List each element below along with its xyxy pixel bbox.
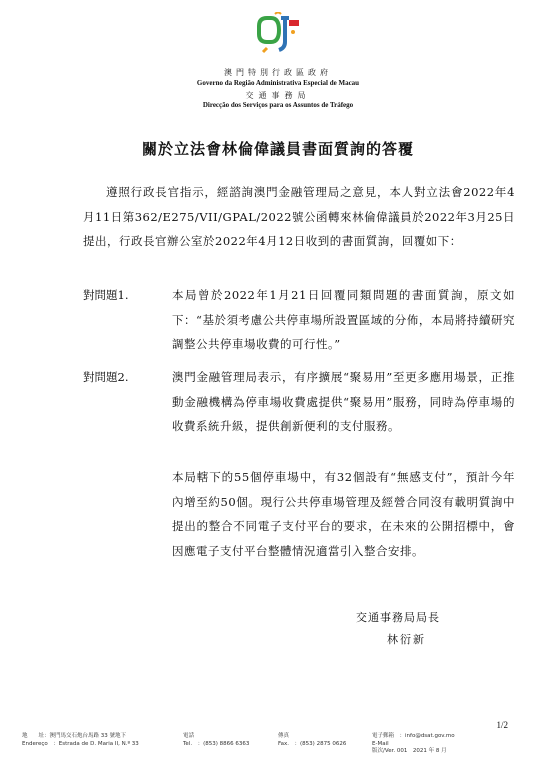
department-name-cn: 交通事務局 — [245, 91, 311, 100]
footer-email-label: E-Mail — [372, 740, 389, 747]
footer-tel-number: Tel. ：(853) 8866 6363 — [183, 740, 250, 747]
department-name-pt: Direcção dos Serviços para os Assuntos de Tráfego — [202, 101, 354, 109]
page-footer — [0, 729, 556, 759]
agency-name-pt: Governo da Região Administrativa Especial de Macau — [196, 79, 360, 87]
footer-email-address: 電子郵箱 ：info@dsat.gov.mo — [372, 733, 455, 739]
footer-address — [22, 733, 139, 748]
signature-name: 林衍新 — [387, 633, 426, 646]
footer-email — [372, 733, 455, 748]
document-title: 關於立法會林倫偉議員書面質詢的答覆 — [141, 140, 414, 158]
footer-fax-label: 傳真 — [278, 733, 290, 739]
footer-tel-label: 電話 — [183, 733, 195, 739]
answer-2-paragraph-1: 澳門金融管理局表示，有序擴展“聚易用”至更多應用場景，正推動金融機構為停車場收費處提供“聚易用”服務，同時為停車場的收費系統升級，提供創新便利的支付服務。 — [172, 370, 515, 433]
answer-2-paragraph-2: 本局轄下的55個停車場中，有32個設有“無感支付”，預計今年內增至約50個。現行公共停車場管理及經營合同沒有載明質詢中提出的整合不同電子支付平台的要求，在未來的公開招標中，會因應電子支付平台整體情況適當引入整合安排。 — [172, 470, 515, 558]
question-2-label: 對問題2. — [83, 370, 129, 384]
footer-fax-number: Fax. ：(853) 2875 0626 — [278, 740, 347, 747]
signature-position: 交通事務局局長 — [356, 611, 440, 624]
agency-name-cn: 澳門特別行政區政府 — [224, 68, 332, 77]
intro-paragraph: 遵照行政長官指示，經諮詢澳門金融管理局之意見，本人對立法會2022年4月11日第362/E275/VII/GPAL/2022號公函轉來林倫偉議員於2022年3月25日提出，行政長官辦公室於2022年4月12日收到的書面質詢，回覆如下： — [83, 185, 515, 248]
answer-1-paragraph: 本局曾於2022年1月21日回覆同類問題的書面質詢，原文如下：“基於須考慮公共停車場所設置區域的分佈，本局將持續研究調整公共停車場收費的可行性。” — [172, 288, 515, 351]
footer-version: 版次/Ver. 001 2021 年 8 月 — [372, 748, 447, 754]
footer-telephone — [183, 733, 249, 748]
footer-address-pt: Endereço ：Estrada de D. Maria II, N.º 33 — [22, 740, 139, 747]
footer-address-cn: 地 址：澳門馬交石炮台馬路 33 號地下 — [22, 733, 126, 739]
footer-fax — [278, 733, 346, 748]
dsat-logo — [253, 12, 303, 58]
page-number: 1/2 — [496, 720, 508, 730]
question-1-label: 對問題1. — [83, 288, 129, 302]
